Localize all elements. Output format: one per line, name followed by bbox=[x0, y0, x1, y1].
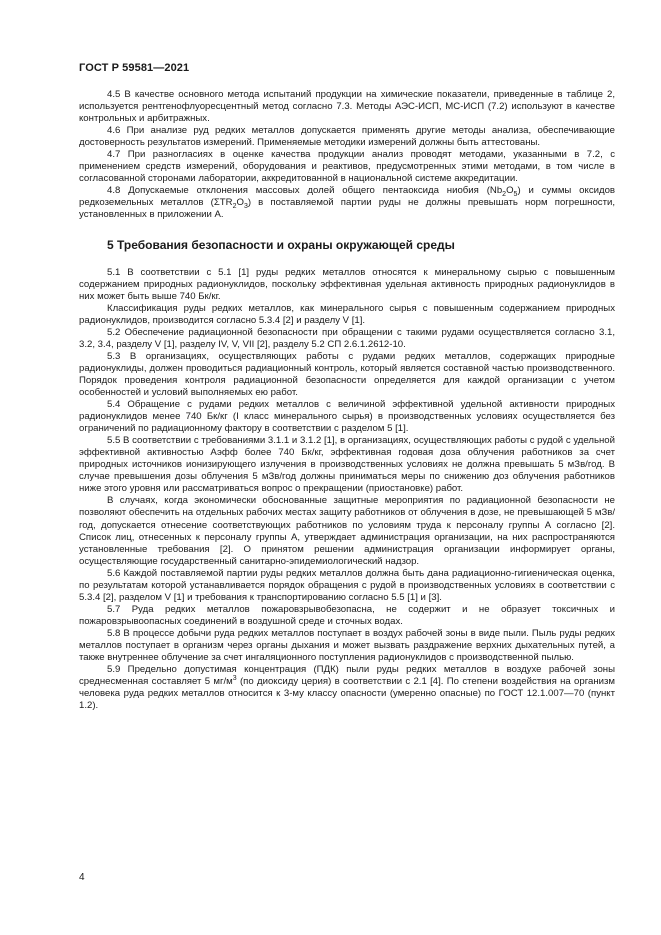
paragraph-4-5: 4.5 В качестве основного метода испытаний продукции на химические показатели, приведенные в таблице 2, используется рентгенофлуоресцентный метод согласно 7.3. Методы АЭС-ИСП, МС-ИСП (7.2) используют в качестве контрольных и арбитражных. bbox=[79, 89, 615, 125]
paragraph-5-8: 5.8 В процессе добычи руда редких металлов поступает в воздух рабочей зоны в виде пыли. Пыль руды редких металлов поступает в организм через органы дыхания и может вызвать раздражение верхних дыхательных путей, а также внутреннее облучение за счет ингаляционного поступления радионуклидов с производственной пылью. bbox=[79, 627, 615, 664]
paragraph-5-2: 5.2 Обеспечение радиационной безопасности при обращении с такими рудами осуществляется согласно 3.1, 3.2, 3.4, разделу V [1], разделу IV, V, VII [2], разделу 5.2 СП 2.6.1.2612-10. bbox=[79, 326, 615, 350]
paragraph-5-1: 5.1 В соответствии с 5.1 [1] руды редких металлов относятся к минеральному сырью с повышенным содержанием природных радионуклидов, поскольку эффективная удельная активность природных радионуклидов в них может быть выше 740 Бк/кг. bbox=[79, 266, 615, 302]
paragraph-4-6: 4.6 При анализе руд редких металлов допускается применять другие методы анализа, обеспечивающие достоверность результатов измерений. Применяемые методики измерений должны быть аттестованы. bbox=[79, 125, 615, 149]
paragraph-5-9: 5.9 Предельно допустимая концентрация (ПДК) пыли руды редких металлов в воздухе рабочей зоны среднесменная составляет 5 $мг/м^3$ (по диоксиду церия) в соответствии с 2.1 [4]. По степени воздействия на организм человека руда редких металлов относится к 3-му классу опасности (умеренно опасные) по ГОСТ 12.1.007—70 (пункт 1.2). bbox=[79, 664, 615, 712]
page-number: 4 bbox=[79, 872, 85, 883]
paragraph-5-7: 5.7 Руда редких металлов пожаровзрывобезопасна, не содержит и не образует токсичных и пожаровзрывоопасных соединений в воздушной среде и сточных водах. bbox=[79, 603, 615, 627]
document-body bbox=[79, 89, 615, 712]
paragraph-4-8: 4.8 Допускаемые отклонения массовых долей общего пентаоксида ниобия $(Nb_2O_5)$ и суммы оксидов редкоземельных металлов $(\Sigma TR_2O_3)$ в поставляемой партии руды не должны превышать норм погрешности, установленных в приложении А. bbox=[79, 185, 615, 221]
paragraph-5-5-cases: В случаях, когда экономически обоснованные защитные мероприятия по радиационной безопасности не позволяют обеспечить на отдельных рабочих местах защиту работников от облучения в дозе, не превышающей 5 мЗв/год, допускается отнесение соответствующих работников по условиям труда к персоналу группы А согласно [2]. Список лиц, отнесенных к персоналу группы А, утверждает администрация организации, на них распространяются установленные требования [2]. О принятом решении администрация организации информирует органы, осуществляющие государственный санитарно-эпидемиологический надзор. bbox=[79, 495, 615, 567]
document-header: ГОСТ Р 59581—2021 bbox=[79, 62, 190, 74]
section-title: 5 Требования безопасности и охраны окружающей среды bbox=[107, 237, 455, 252]
paragraph-5-3: 5.3 В организациях, осуществляющих работы с рудами редких металлов, содержащих природные радионуклиды, должен проводиться радиационный контроль, который является составной частью производственного. Порядок проведения контроля радиационной безопасности определяется для каждой организации с учетом особенностей и условий выполняемых ею работ. bbox=[79, 350, 615, 398]
paragraph-5-4: 5.4 Обращение с рудами редких металлов с величиной эффективной удельной активности природных радионуклидов менее 740 Бк/кг (I класс минерального сырья) в производственных условиях осуществляется без ограничений по радиационному фактору в соответствии с разделом 5 [1]. bbox=[79, 399, 615, 435]
paragraph-4-7: 4.7 При разногласиях в оценке качества продукции анализ проводят методами, указанными в 7.2, с применением средств измерений, оборудования и реактивов, предусмотренных этими методами, в том числе в согласованной сторонами лаборатории, аккредитованной в национальной системе аккредитации. bbox=[79, 149, 615, 185]
paragraph-5-1-classification: Классификация руды редких металлов, как минерального сырья с повышенным содержанием природных радионуклидов, производится согласно 5.3.4 [2] и разделу V [1]. bbox=[79, 302, 615, 326]
paragraph-5-6: 5.6 Каждой поставляемой партии руды редких металлов должна быть дана радиационно-гигиеническая оценка, по результатам которой устанавливается порядок обращения с рудой в производственных условиях в соответствии с 5.3.4 [2], разделом V [1] и требования к транспортированию согласно 5.5 [1] и [3]. bbox=[79, 567, 615, 603]
paragraph-5-5: 5.5 В соответствии с требованиями 3.1.1 и 3.1.2 [1], в организациях, осуществляющих работы с рудой с удельной эффективной активностью Аэфф более 740 Бк/кг, эффективная годовая доза облучения работников за счет природных источников ионизирующего излучения в производственных условиях не должна превышать 5 мЗв/год. В случае превышения дозы облучения 5 мЗв/год должны приниматься меры по снижению доз облучения работников ниже этого уровня или рассматриваться вопрос о прекращении (приостановке) работ. bbox=[79, 435, 615, 495]
